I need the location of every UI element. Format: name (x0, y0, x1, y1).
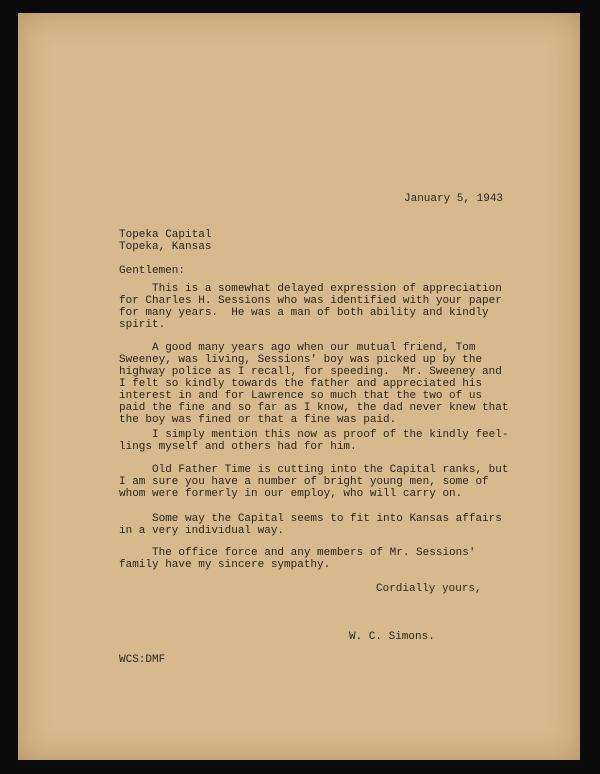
paragraph-line: paid the fine and so far as I know, the dad never knew that (119, 402, 509, 414)
paragraph-5 (119, 513, 502, 537)
salutation: Gentlemen: (119, 265, 186, 277)
paragraph-6 (119, 547, 475, 571)
paragraph-line: Old Father Time is cutting into the Capital ranks, but (119, 464, 509, 476)
paragraph-line: I felt so kindly towards the father and appreciated his (119, 378, 483, 390)
paragraph-line: Sweeney, was living, Sessions' boy was picked up by the (119, 354, 483, 366)
paragraph-line: highway police as I recall, for speeding. Mr. Sweeney and (119, 366, 502, 378)
paragraph-line: in a very individual way. (119, 525, 285, 537)
paragraph-line: spirit. (119, 319, 166, 331)
paragraph-line: The office force and any members of Mr. Sessions' (119, 547, 476, 559)
paragraph-line: family have my sincere sympathy. (119, 559, 331, 571)
typist-initials: WCS:DMF (119, 654, 166, 666)
letter-date: January 5, 1943 (404, 193, 504, 205)
closing: Cordially yours, (376, 583, 482, 595)
paragraph-3 (119, 429, 508, 453)
letter-page (18, 13, 580, 760)
paragraph-2 (119, 342, 508, 426)
paragraph-line: Some way the Capital seems to fit into Kansas affairs (119, 513, 502, 525)
recipient-name: Topeka Capital (119, 229, 212, 241)
paragraph-line: I simply mention this now as proof of the kindly feel- (119, 429, 509, 441)
paragraph-line: interest in and for Lawrence so much that the two of us (119, 390, 483, 402)
paragraph-line: I am sure you have a number of bright young men, some of (119, 476, 489, 488)
paragraph-line: whom were formerly in our employ, who will carry on. (119, 488, 463, 500)
paragraph-line: This is a somewhat delayed expression of appreciation (119, 283, 502, 295)
paragraph-line: lings myself and others had for him. (119, 441, 357, 453)
recipient-address: Topeka, Kansas (119, 241, 212, 253)
paragraph-line: for Charles H. Sessions who was identified with your paper (119, 295, 502, 307)
paragraph-line: the boy was fined or that a fine was paid. (119, 414, 397, 426)
signature: W. C. Simons. (349, 631, 435, 643)
paragraph-1 (119, 283, 502, 331)
paragraph-line: for many years. He was a man of both ability and kindly (119, 307, 489, 319)
paragraph-line: A good many years ago when our mutual friend, Tom (119, 342, 476, 354)
paragraph-4 (119, 464, 508, 500)
